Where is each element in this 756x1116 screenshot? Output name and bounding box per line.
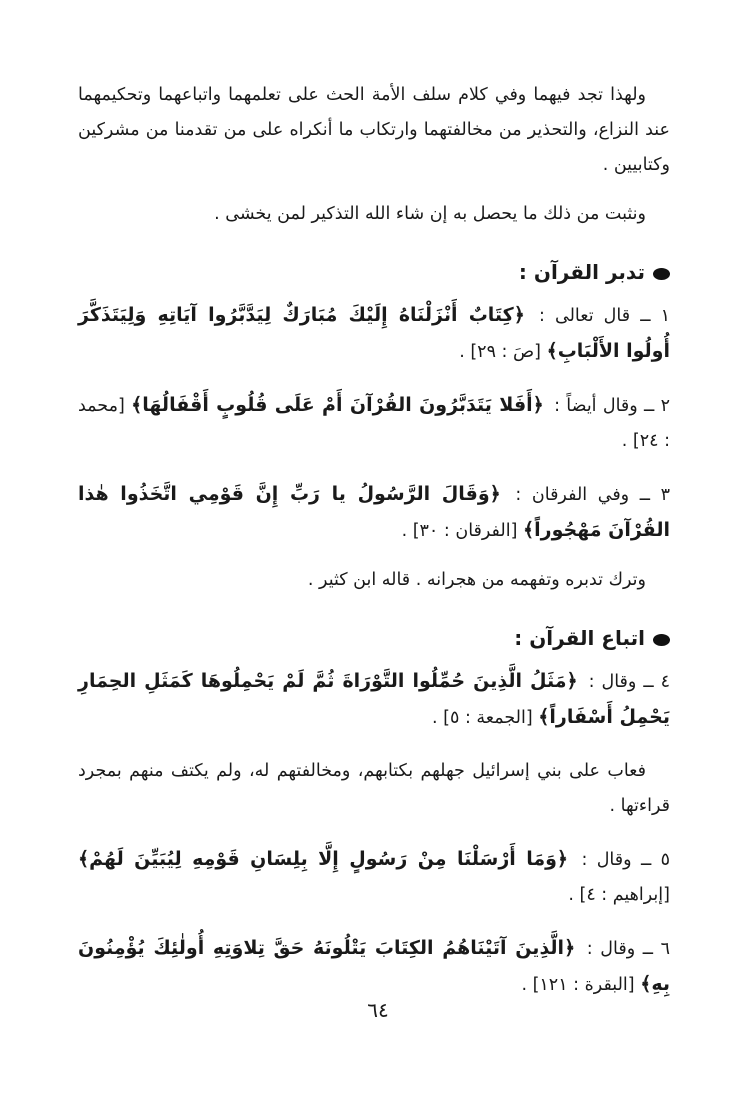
intro-paragraph-2: ونثبت من ذلك ما يحصل به إن شاء الله التذكير لمن يخشى . bbox=[214, 204, 646, 224]
item-lead: ٣ ــ وفي الفرقان : bbox=[515, 485, 670, 505]
numbered-item-4 bbox=[78, 664, 670, 736]
intro-paragraph: ولهذا تجد فيهما وفي كلام سلف الأمة الحث على تعلمهما واتباعهما وتحكيمهما عند النزاع، والتحذير من مخالفتهما وارتكاب ما أنكراه على من تقدمنا من مشركين وكتابيين . bbox=[78, 85, 670, 175]
quran-verse: ﴿كِتَابٌ أَنْزَلْنَاهُ إِلَيْكَ مُبَارَكٌ لِيَدَّبَّرُوا آيَاتِهِ وَلِيَتَذَكَّرَ أُولُوا الأَلْبَابِ﴾ bbox=[78, 304, 670, 362]
quran-verse: ﴿مَثَلُ الَّذِينَ حُمِّلُوا التَّوْرَاةَ ثُمَّ لَمْ يَحْمِلُوهَا كَمَثَلِ الحِمَارِ يَحْمِلُ أَسْفَاراً﴾ bbox=[78, 670, 670, 728]
verse-reference: [محمد : ٢٤] . bbox=[78, 396, 670, 451]
quran-verse: ﴿أَفَلا يَتَدَبَّرُونَ القُرْآنَ أَمْ عَلَى قُلُوبٍ أَقْفَالُهَا﴾ bbox=[131, 394, 544, 416]
item-lead: ١ ــ قال تعالى : bbox=[538, 306, 670, 326]
bullet-icon bbox=[653, 268, 670, 280]
numbered-item-6 bbox=[78, 931, 670, 1003]
page-body bbox=[78, 78, 670, 1003]
item-lead: ٢ ــ وقال أيضاً : bbox=[554, 396, 670, 416]
page-number: ٦٤ bbox=[367, 998, 389, 1022]
numbered-item-2 bbox=[78, 388, 670, 459]
numbered-item-1 bbox=[78, 298, 670, 370]
item-lead: ٤ ــ وقال : bbox=[588, 672, 670, 692]
section-heading-tadabbur bbox=[78, 254, 670, 290]
section-heading-text: تدبر القرآن : bbox=[518, 260, 645, 284]
verse-reference: [البقرة : ١٢١] . bbox=[521, 975, 635, 995]
commentary-note: فعاب على بني إسرائيل جهلهم بكتابهم، ومخالفتهم له، ولم يكتف منهم بمجرد قراءتها . bbox=[78, 761, 670, 816]
section-heading-text: اتباع القرآن : bbox=[514, 626, 645, 650]
quran-verse: ﴿وَمَا أَرْسَلْنَا مِنْ رَسُولٍ إِلَّا بِلِسَانِ قَوْمِهِ لِيُبَيِّنَ لَهُمْ﴾ bbox=[78, 848, 569, 870]
quran-verse: ﴿الَّذِينَ آتَيْنَاهُمُ الكِتَابَ يَتْلُونَهُ حَقَّ تِلاوَتِهِ أُولٰئِكَ يُؤْمِنُونَ بِهِ﴾ bbox=[78, 937, 670, 995]
numbered-item-5 bbox=[78, 842, 670, 913]
verse-reference: [الجمعة : ٥] . bbox=[432, 708, 533, 728]
verse-reference: [صَ : ٢٩] . bbox=[459, 342, 541, 362]
commentary-note: وترك تدبره وتفهمه من هجرانه . قاله ابن كثير . bbox=[307, 570, 646, 590]
quran-verse: ﴿وَقَالَ الرَّسُولُ يا رَبِّ إِنَّ قَوْمِي اتَّخَذُوا هٰذا القُرْآنَ مَهْجُوراً﴾ bbox=[78, 483, 670, 541]
item-lead: ٥ ــ وقال : bbox=[581, 850, 670, 870]
verse-reference: [الفرقان : ٣٠] . bbox=[401, 521, 518, 541]
numbered-item-3 bbox=[78, 477, 670, 549]
item-lead: ٦ ــ وقال : bbox=[586, 939, 670, 959]
bullet-icon bbox=[653, 634, 670, 646]
section-heading-ittiba bbox=[78, 620, 670, 656]
verse-reference: [إبراهيم : ٤] . bbox=[568, 885, 670, 905]
